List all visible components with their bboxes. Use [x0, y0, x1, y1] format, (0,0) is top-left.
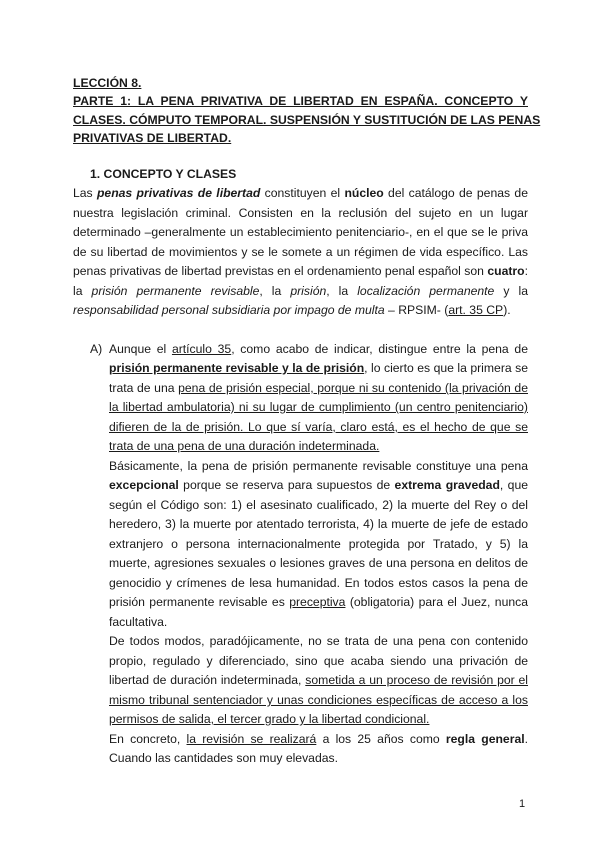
article-35-ref[interactable]: artículo 35: [171, 342, 232, 356]
item-a-line: mismo tribunal sentenciador y unas condiciones específicas de acceso a los: [109, 693, 528, 707]
intro-paragraph-line: la prisión permanente revisable, la prisión, la localización permanente y la: [73, 284, 528, 298]
item-a-line: Básicamente, la pena de prisión permanente revisable constituye una pena: [109, 459, 528, 473]
intro-paragraph-line: nuestra legislación criminal. Consisten en la reclusión del sujeto en un lugar: [73, 206, 528, 220]
item-a-line: trata de una pena de prisión especial, porque ni su contenido (la privación de: [109, 381, 528, 395]
item-a-line: la libertad ambulatoria) ni su lugar de cumplimiento (un centro penitenciario): [109, 400, 528, 414]
section-heading: 1. CONCEPTO Y CLASES: [90, 167, 237, 181]
intro-paragraph-line: de su libertad de movimientos y se le somete a un régimen de vida específico. Las: [73, 245, 528, 259]
item-a-line: prisión permanente revisable es preceptiva (obligatoria) para el Juez, nunca: [109, 595, 529, 609]
page-number: 1: [519, 798, 526, 810]
item-a-line: difieren de la de prisión. Lo que sí varía, claro está, es el hecho de que se: [109, 420, 528, 434]
item-a-line: según el Código son: 1) el asesinato cualificado, 2) la muerte del Rey o del: [109, 498, 528, 512]
item-a-line: propio, regulado y diferenciado, sino que acaba siendo una privación de: [109, 654, 528, 668]
part-title-line-2: CLASES. CÓMPUTO TEMPORAL. SUSPENSIÓN Y SUSTITUCIÓN DE LAS PENAS: [73, 113, 541, 127]
list-marker-a: A): [90, 342, 103, 356]
item-a-line: trata de una pena de una duración indeterminada.: [109, 439, 380, 453]
part-title-line-3: PRIVATIVAS DE LIBERTAD.: [73, 131, 232, 145]
item-a-line: heredero, 3) la muerte por atentado terrorista, 4) la muerte de jefe de estado: [109, 517, 528, 531]
lesson-label: LECCIÓN 8.: [73, 76, 142, 90]
intro-paragraph-line: Las penas privativas de libertad constituyen el núcleo del catálogo de penas de: [73, 186, 528, 200]
item-a-line: En concreto, la revisión se realizará a los 25 años como regla general.: [109, 732, 528, 746]
intro-paragraph-line: determinado –generalmente un establecimiento penitenciario-, en el que se le priva: [73, 225, 528, 239]
item-a-line: prisión permanente revisable y la de prisión, lo cierto es que la primera se: [109, 361, 528, 375]
item-a-line: extranjero o persona internacionalmente protegida por Tratado, y 5) la: [109, 537, 528, 551]
item-a-line: Cuando las cantidades son muy elevadas.: [109, 751, 338, 765]
intro-paragraph-line: responsabilidad personal subsidiaria por impago de multa – RPSIM- (art. 35 CP).: [73, 303, 511, 317]
item-a-line: muerte, agresiones sexuales o lesiones graves de una persona en delitos de: [109, 556, 528, 570]
item-a-line: Aunque el artículo 35, como acabo de indicar, distingue entre la pena de: [109, 342, 528, 356]
item-a-line: libertad de duración indeterminada, sometida a un proceso de revisión por el: [109, 673, 529, 687]
item-a-line: De todos modos, paradójicamente, no se trata de una pena con contenido: [109, 634, 528, 648]
part-title-line-1: PARTE 1: LA PENA PRIVATIVA DE LIBERTAD EN ESPAÑA. CONCEPTO Y: [73, 94, 528, 108]
item-a-line: facultativa.: [109, 615, 168, 629]
item-a-line: permisos de salida, el tercer grado y la libertad condicional.: [109, 712, 430, 726]
item-a-line: genocidio y crímenes de lesa humanidad. En todos estos casos la pena de: [109, 576, 528, 590]
item-a-line: excepcional porque se reserva para supuestos de extrema gravedad, que: [109, 478, 529, 492]
intro-paragraph-line: penas privativas de libertad previstas en el ordenamiento penal español son cuatro:: [73, 264, 528, 278]
article-35-link[interactable]: art. 35 CP: [448, 303, 504, 317]
